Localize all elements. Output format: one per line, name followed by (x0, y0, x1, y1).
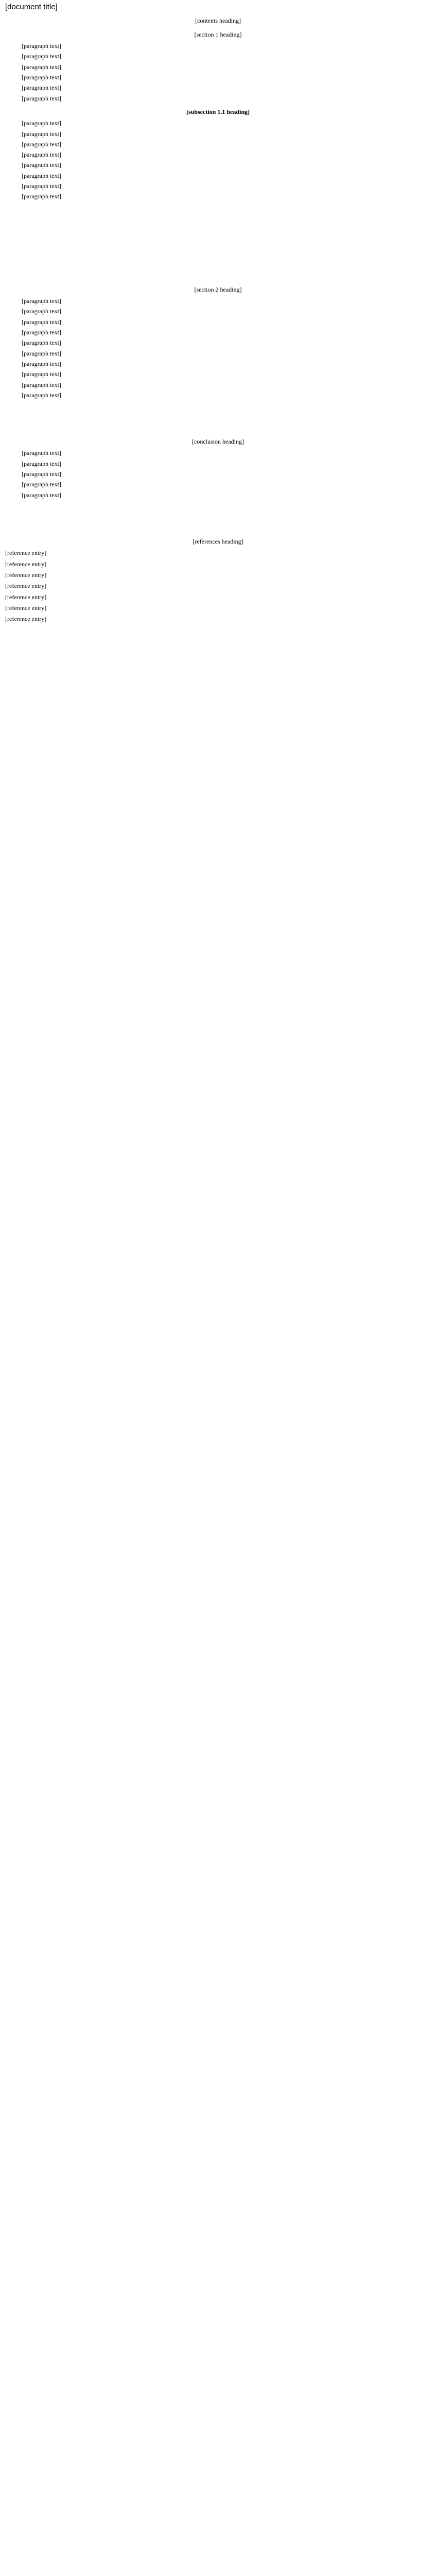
section-heading: [section 1 heading] (194, 30, 242, 38)
paragraph: [paragraph text] (22, 84, 61, 92)
paragraph: [paragraph text] (22, 42, 61, 50)
paragraph: [paragraph text] (22, 73, 61, 81)
paragraph: [paragraph text] (22, 53, 61, 60)
paragraph: [paragraph text] (22, 360, 61, 367)
paragraph: [paragraph text] (22, 172, 61, 179)
document-title: [document title] (5, 3, 58, 11)
references-heading: [references heading] (193, 538, 243, 546)
paragraph: [paragraph text] (22, 470, 61, 478)
paragraph: [paragraph text] (22, 120, 61, 127)
paragraph: [paragraph text] (22, 370, 61, 378)
references-list (5, 549, 431, 623)
paragraph: [paragraph text] (22, 161, 61, 169)
paragraph: [paragraph text] (22, 391, 61, 399)
paragraph: [paragraph text] (22, 182, 61, 190)
paragraph: [paragraph text] (22, 151, 61, 159)
paragraph: [paragraph text] (22, 491, 61, 499)
reference-item: [reference entry] (5, 549, 47, 557)
paragraph: [paragraph text] (22, 381, 61, 388)
paragraph: [paragraph text] (22, 481, 61, 488)
document-page (0, 0, 436, 647)
paragraph: [paragraph text] (22, 297, 61, 305)
page-break-spacer (5, 203, 431, 280)
paragraph: [paragraph text] (22, 449, 61, 457)
paragraph: [paragraph text] (22, 318, 61, 326)
paragraph: [paragraph text] (22, 130, 61, 138)
reference-item: [reference entry] (5, 571, 47, 579)
paragraph: [paragraph text] (22, 308, 61, 315)
section-heading: [conclusion heading] (192, 438, 244, 446)
section-heading: [section 2 heading] (194, 285, 242, 293)
page-break-spacer (5, 401, 431, 432)
reference-item: [reference entry] (5, 560, 47, 568)
paragraph: [paragraph text] (22, 140, 61, 148)
paragraph: [paragraph text] (22, 339, 61, 347)
page-break-spacer (5, 501, 431, 532)
paragraph: [paragraph text] (22, 63, 61, 71)
toc-heading: [contents heading] (195, 17, 241, 25)
reference-item: [reference entry] (5, 604, 47, 612)
paragraph: [paragraph text] (22, 349, 61, 357)
reference-item: [reference entry] (5, 593, 47, 601)
paragraph: [paragraph text] (22, 193, 61, 200)
reference-item: [reference entry] (5, 615, 47, 623)
paragraph: [paragraph text] (22, 94, 61, 102)
subsection-heading: [subsection 1.1 heading] (186, 108, 250, 115)
paragraph: [paragraph text] (22, 328, 61, 336)
paragraph: [paragraph text] (22, 460, 61, 467)
reference-item: [reference entry] (5, 582, 47, 590)
